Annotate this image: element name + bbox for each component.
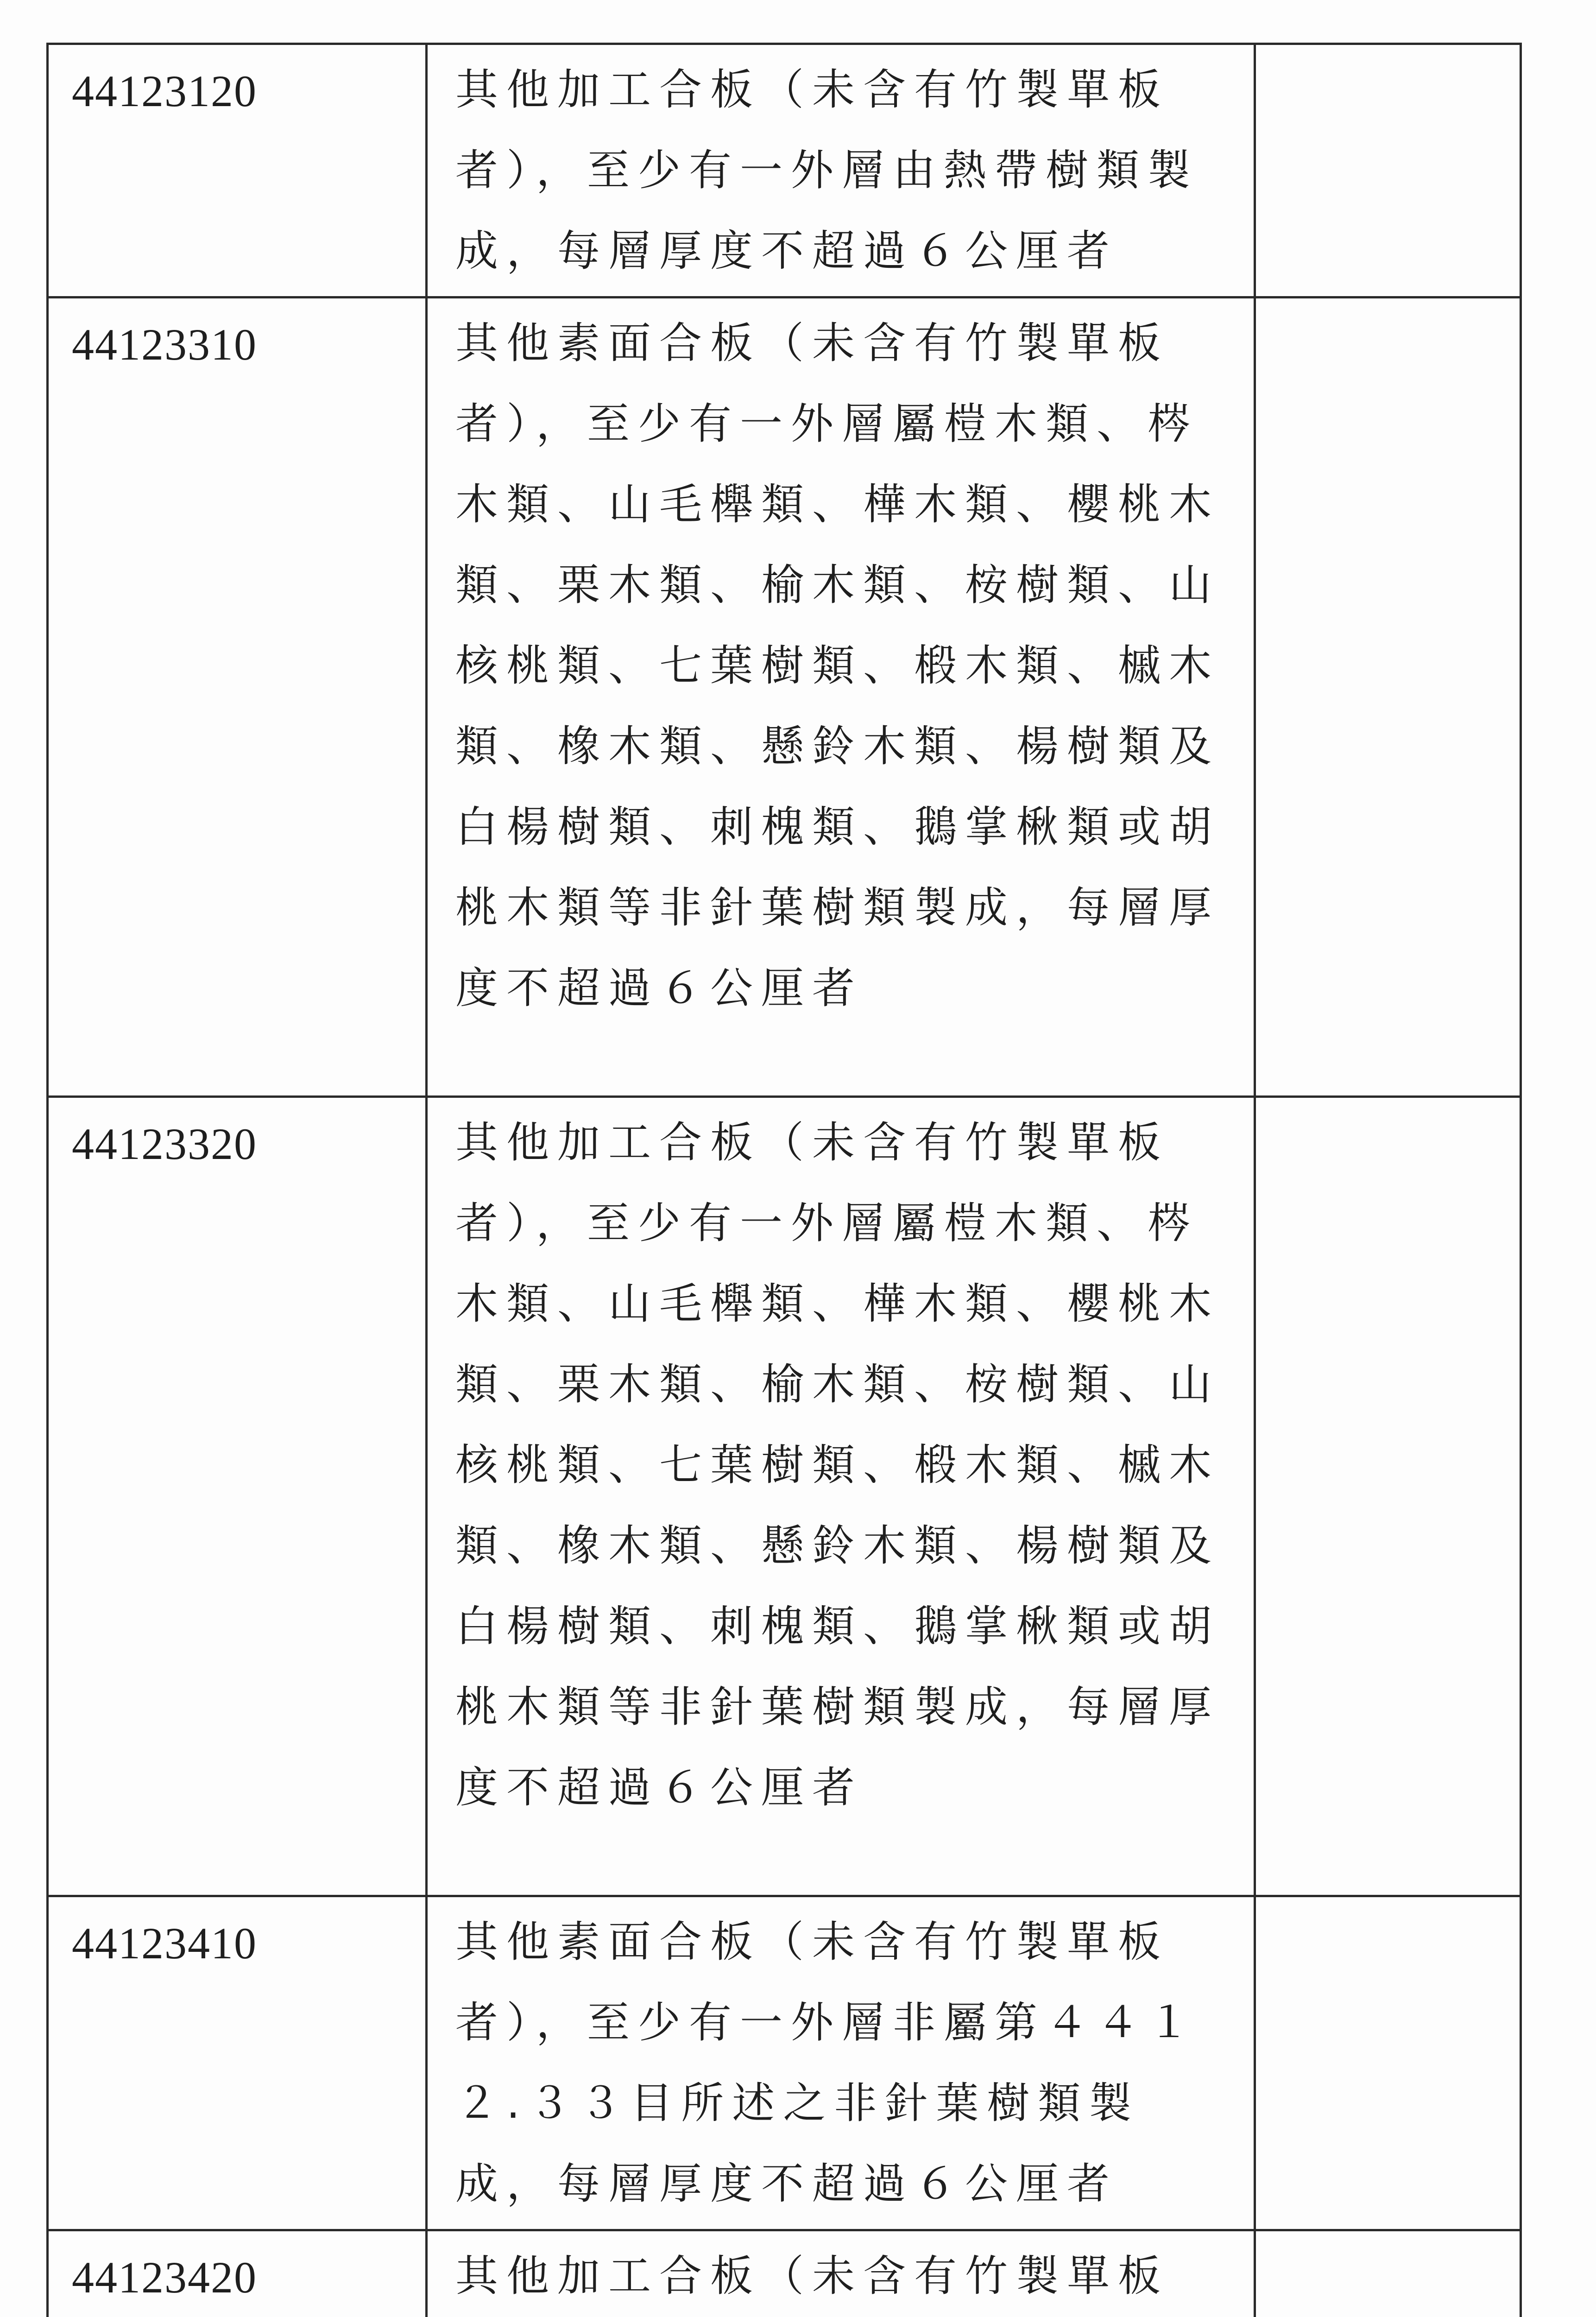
description-cell [427, 2230, 1255, 2317]
tariff-description: 其他加工合板（未含有竹製單板者），至少有一外層屬榿木類、梣木類、山毛櫸類、樺木類、櫻桃木類、栗木類、榆木類、桉樹類、山核桃類、七葉樹類、椴木類、槭木類、橡木類、懸鈴木類、楊樹類及白楊樹類、刺槐類、鵝掌楸類或胡桃木類等非針葉樹類製成，每層厚度不超過６公厘者 [455, 1118, 1220, 1812]
code-cell [48, 2230, 427, 2317]
blank-cell [1255, 44, 1521, 298]
tariff-code: 44123320 [72, 1119, 257, 1169]
code-cell [48, 1896, 427, 2230]
table-row [48, 1896, 1521, 2230]
table-row [48, 2230, 1521, 2317]
code-cell [48, 44, 427, 298]
blank-cell [1255, 1097, 1521, 1896]
blank-cell [1255, 298, 1521, 1097]
tariff-description: 其他加工合板（未含有竹製單板者），至少有一外層由熱帶樹類製成，每層厚度不超過６公厘者 [455, 65, 1199, 276]
table-row [48, 44, 1521, 298]
table-row [48, 298, 1521, 1097]
description-cell [427, 1896, 1255, 2230]
tariff-code: 44123310 [72, 320, 257, 369]
blank-cell [1255, 2230, 1521, 2317]
tariff-code: 44123420 [72, 2253, 257, 2302]
description-cell [427, 44, 1255, 298]
code-cell [48, 1097, 427, 1896]
tariff-code: 44123410 [72, 1918, 257, 1968]
tariff-description: 其他素面合板（未含有竹製單板者），至少有一外層非屬第４４１２.３３目所述之非針葉樹類製成，每層厚度不超過６公厘者 [455, 1917, 1199, 2209]
tariff-description: 其他加工合板（未含有竹製單板 [455, 2251, 1169, 2301]
code-cell [48, 298, 427, 1097]
tariff-table [46, 43, 1522, 2317]
blank-cell [1255, 1896, 1521, 2230]
tariff-code: 44123120 [72, 66, 257, 116]
tariff-description: 其他素面合板（未含有竹製單板者），至少有一外層屬榿木類、梣木類、山毛櫸類、樺木類、櫻桃木類、栗木類、榆木類、桉樹類、山核桃類、七葉樹類、椴木類、槭木類、橡木類、懸鈴木類、楊樹類及白楊樹類、刺槐類、鵝掌楸類或胡桃木類等非針葉樹類製成，每層厚度不超過６公厘者 [455, 318, 1220, 1013]
description-cell [427, 298, 1255, 1097]
description-cell [427, 1097, 1255, 1896]
table-row [48, 1097, 1521, 1896]
